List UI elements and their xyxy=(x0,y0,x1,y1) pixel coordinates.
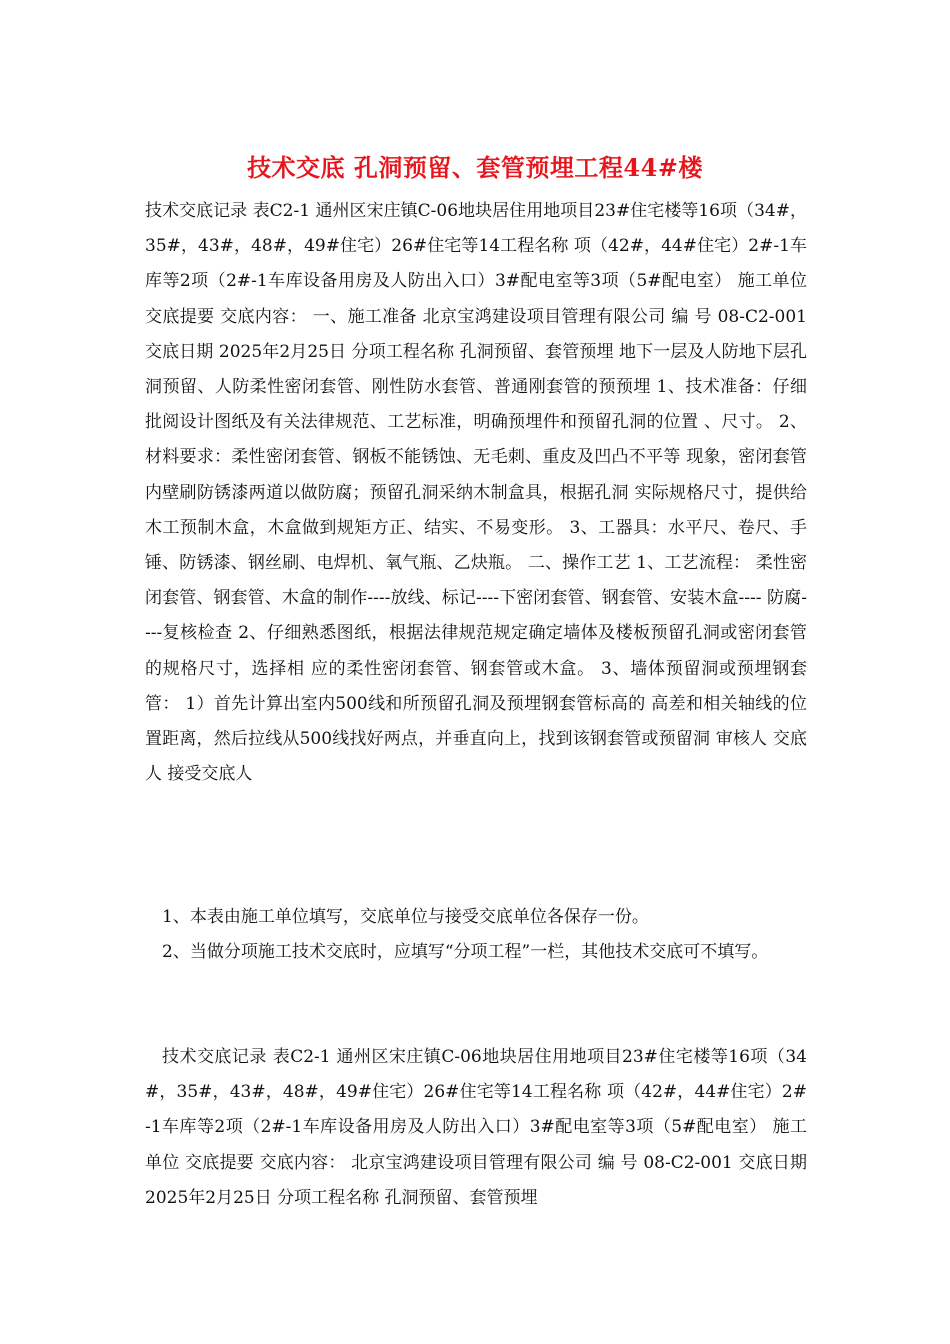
note-2: 2、当做分项施工技术交底时，应填写“分项工程”一栏，其他技术交底可不填写。 xyxy=(162,942,769,962)
document-title: 技术交底 孔洞预留、套管预埋工程44#楼 xyxy=(247,153,703,182)
body-paragraph-2: 技术交底记录 表C2-1 通州区宋庄镇C-06地块居住用地项目23#住宅楼等16项（34#，35#，43#，48#，49#住宅）26#住宅等14工程名称 项（42#，44#住宅）2#-1车库等2项（2#-1车库设备用房及人防出入口）3#配电室等3项（5#配电室） 施工单位 交底提要 交底内容： 北京宝鸿建设项目管理有限公司 编 号 08-C2-001 交底日期 2025年2月25日 分项工程名称 孔洞预留、套管预埋 xyxy=(145,1047,807,1208)
note-1: 1、本表由施工单位填写，交底单位与接受交底单位各保存一份。 xyxy=(162,907,649,927)
body-paragraph-1: 技术交底记录 表C2-1 通州区宋庄镇C-06地块居住用地项目23#住宅楼等16项（34#，35#，43#，48#，49#住宅）26#住宅等14工程名称 项（42#，44#住宅）2#-1车库等2项（2#-1车库设备用房及人防出入口）3#配电室等3项（5#配电室） 施工单位 交底提要 交底内容： 一、施工准备 北京宝鸿建设项目管理有限公司 编 号 08-C2-001 交底日期 2025年2月25日 分项工程名称 孔洞预留、套管预埋 地下一层及人防地下层孔洞预留、人防柔性密闭套管、刚性防水套管、普通刚套管的预预埋 1、技术准备：仔细批阅设计图纸及有关法律规范、工艺标准，明确预埋件和预留孔洞的位置 、尺寸。 2、材料要求：柔性密闭套管、钢板不能锈蚀、无毛刺、重皮及凹凸不平等 现象，密闭套管内壁刷防锈漆两道以做防腐；预留孔洞采纳木制盒具，根据孔洞 实际规格尺寸，提供给木工预制木盒，木盒做到规矩方正、结实、不易变形。 3、工器具：水平尺、卷尺、手锤、防锈漆、钢丝刷、电焊机、氧气瓶、乙炔瓶。 二、操作工艺 1、工艺流程： 柔性密闭套管、钢套管、木盒的制作----放线、标记----下密闭套管、钢套管、安装木盒---- 防腐----复核检查 2、仔细熟悉图纸，根据法律规范规定确定墙体及楼板预留孔洞或密闭套管的规格尺寸，选择相 应的柔性密闭套管、钢套管或木盒。 3、墙体预留洞或预埋钢套管： 1）首先计算出室内500线和所预留孔洞及预埋钢套管标高的 高差和相关轴线的位置距离，然后拉线从500线找好两点，并垂直向上，找到该钢套管或预留洞 审核人 交底人 接受交底人 xyxy=(145,201,808,785)
